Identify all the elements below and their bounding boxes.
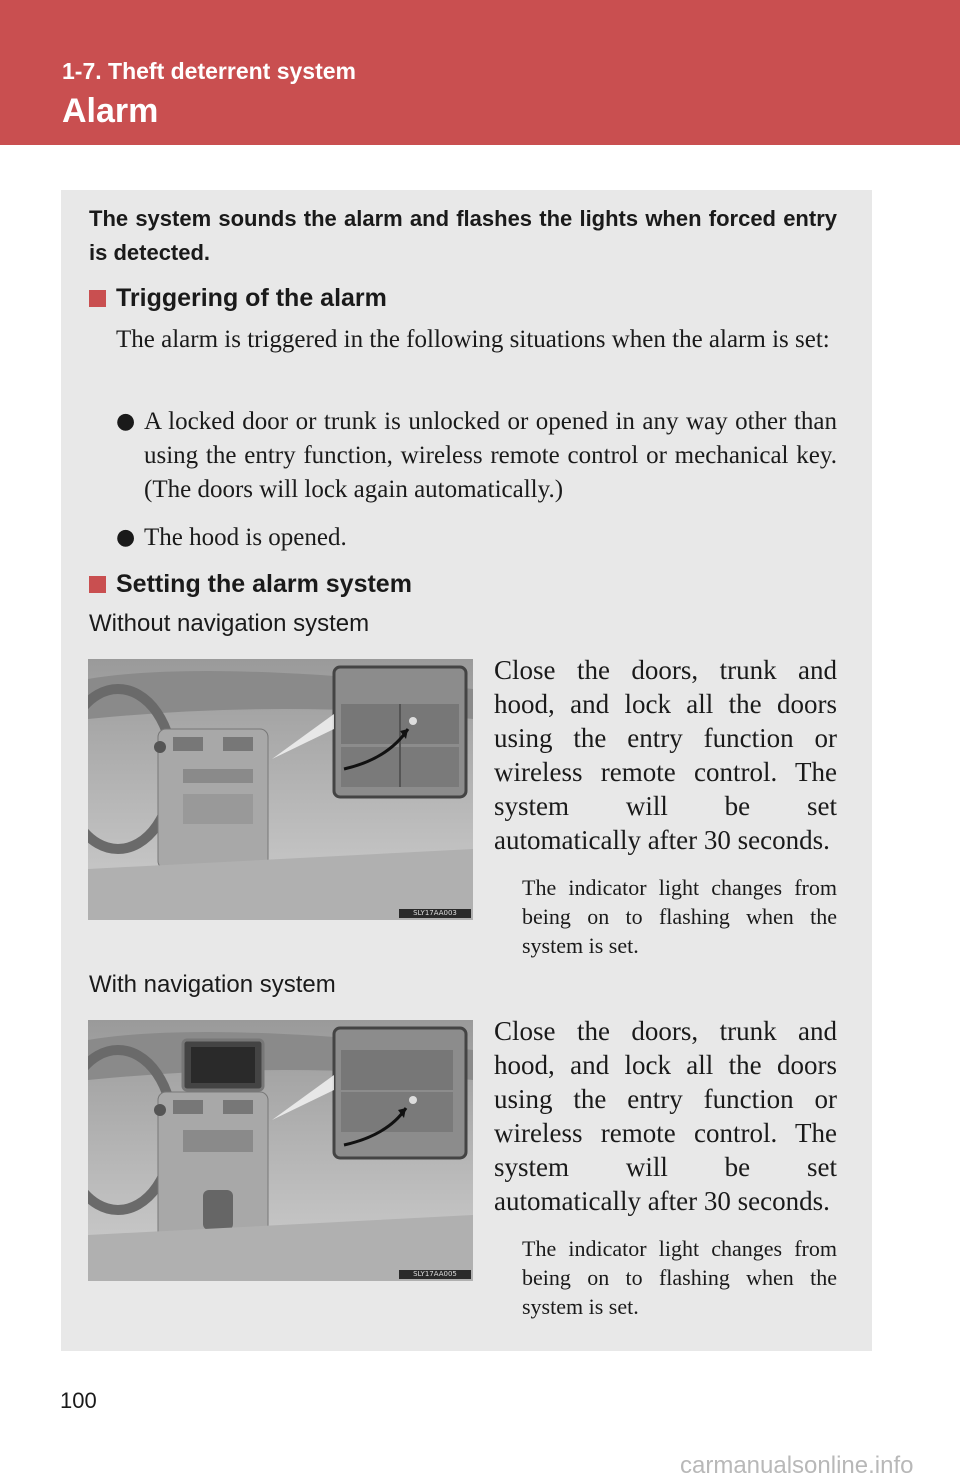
watermark: carmanualsonline.info <box>680 1452 914 1479</box>
list-item <box>116 521 837 555</box>
figure-code: SLY17AA005 <box>399 1270 471 1279</box>
header-bar <box>0 0 960 145</box>
list-item <box>116 405 837 507</box>
section-label: 1-7. Theft deterrent system <box>62 58 356 84</box>
page-number: 100 <box>60 1388 97 1413</box>
bullet-dot-icon: ● <box>116 525 136 550</box>
section-heading-setting <box>89 570 412 599</box>
dashboard-illustration-without-nav <box>88 659 473 920</box>
list-item-text: The hood is opened. <box>144 524 347 551</box>
instruction-with-nav: Close the doors, trunk and hood, and lock all the doors using the entry function or wireless remote control. The system will be set automatically after 30 seconds. <box>494 1016 837 1216</box>
note-with-nav: The indicator light changes from being on to flashing when the system is set. <box>522 1236 837 1319</box>
bullet-dot-icon: ● <box>116 409 136 434</box>
heading-label: Triggering of the alarm <box>116 284 387 312</box>
note-without-nav: The indicator light changes from being on to flashing when the system is set. <box>522 875 837 958</box>
square-bullet-icon <box>89 290 106 307</box>
triggering-text: The alarm is triggered in the following situations when the alarm is set: <box>116 326 830 353</box>
page-title: Alarm <box>62 92 159 130</box>
square-bullet-icon <box>89 576 106 593</box>
subheading-with-nav: With navigation system <box>89 971 336 998</box>
instruction-without-nav: Close the doors, trunk and hood, and lock all the doors using the entry function or wireless remote control. The system will be set automatically after 30 seconds. <box>494 655 837 855</box>
section-heading-triggering <box>89 284 387 313</box>
subheading-without-nav: Without navigation system <box>89 610 370 637</box>
heading-label: Setting the alarm system <box>116 570 412 598</box>
list-item-text: A locked door or trunk is unlocked or opened in any way other than using the entry function, wireless remote control or mechanical key. (The doors will lock again automatically.) <box>144 408 837 503</box>
intro-text: The system sounds the alarm and flashes the lights when forced entry is detected. <box>89 206 837 265</box>
figure-code: SLY17AA003 <box>399 909 471 918</box>
dashboard-illustration-with-nav <box>88 1020 473 1281</box>
